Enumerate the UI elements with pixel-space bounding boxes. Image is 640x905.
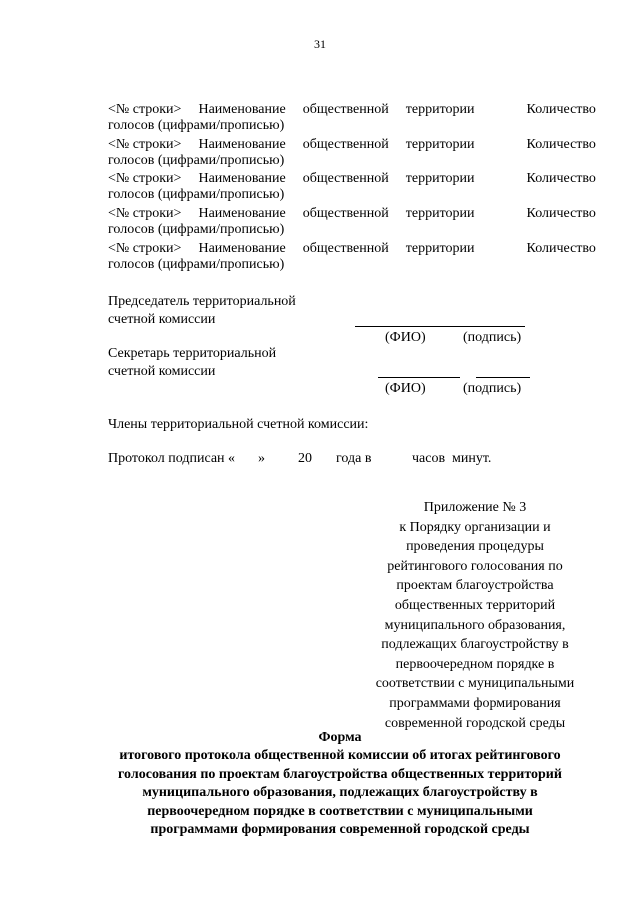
vote-row-c1: <№ строки> bbox=[108, 137, 182, 152]
appendix-line: современной городской среды bbox=[384, 715, 566, 731]
vote-row-c1: <№ строки> bbox=[108, 241, 182, 256]
appendix-line: первоочередном порядке в bbox=[395, 656, 555, 672]
vote-row-c2: Наименование bbox=[198, 206, 286, 221]
vote-row-c2: Наименование bbox=[198, 102, 286, 117]
vote-row-c5: Количество bbox=[526, 137, 596, 152]
vote-row-c2: Наименование bbox=[198, 241, 286, 256]
secretary-signature-line bbox=[476, 377, 530, 378]
vote-row-line2: голосов (цифрами/прописью) bbox=[108, 222, 285, 237]
vote-row bbox=[108, 137, 596, 169]
commission-members-label: Члены территориальной счетной комиссии: bbox=[108, 417, 369, 432]
vote-row-c3: общественной bbox=[302, 241, 389, 256]
vote-row-c5: Количество bbox=[526, 171, 596, 186]
appendix-line: программами формирования bbox=[389, 695, 561, 711]
form-title-block bbox=[80, 729, 600, 839]
vote-row-c1: <№ строки> bbox=[108, 171, 182, 186]
vote-row bbox=[108, 241, 596, 273]
vote-row-line2: голосов (цифрами/прописью) bbox=[108, 187, 285, 202]
vote-row-c5: Количество bbox=[526, 241, 596, 256]
protocol-year-suffix: года в bbox=[336, 451, 372, 466]
vote-row-line2: голосов (цифрами/прописью) bbox=[108, 257, 285, 272]
vote-row-c1: <№ строки> bbox=[108, 102, 182, 117]
appendix-line: проведения процедуры bbox=[406, 539, 544, 555]
chairman-title-line1: Председатель территориальной bbox=[108, 294, 296, 309]
form-title-line: программами формирования современной городской среды bbox=[150, 822, 530, 838]
vote-row-line1 bbox=[108, 206, 596, 222]
secretary-fio-caption: (ФИО) bbox=[385, 381, 426, 396]
vote-row-line2: голосов (цифрами/прописью) bbox=[108, 118, 285, 133]
vote-row-c5: Количество bbox=[526, 102, 596, 117]
vote-row-line1 bbox=[108, 241, 596, 257]
vote-row-c5: Количество bbox=[526, 206, 596, 221]
vote-row-c3: общественной bbox=[302, 171, 389, 186]
form-title-line: первоочередном порядке в соответствии с муниципальными bbox=[147, 803, 533, 819]
appendix-line: подлежащих благоустройству в bbox=[381, 637, 569, 653]
secretary-fio-line bbox=[378, 377, 460, 378]
vote-row-c3: общественной bbox=[302, 102, 389, 117]
vote-row-c4: территории bbox=[405, 206, 475, 221]
chairman-fio-caption: (ФИО) bbox=[385, 330, 426, 345]
vote-row-c3: общественной bbox=[302, 137, 389, 152]
page-number: 31 bbox=[314, 37, 326, 51]
vote-row bbox=[108, 102, 596, 134]
protocol-hours-label: часов bbox=[412, 451, 446, 466]
vote-row-c2: Наименование bbox=[198, 171, 286, 186]
vote-row-line1 bbox=[108, 171, 596, 187]
protocol-close-quote: » bbox=[258, 451, 265, 466]
appendix-line: общественных территорий bbox=[394, 597, 556, 613]
vote-row-c3: общественной bbox=[302, 206, 389, 221]
protocol-minutes-label: минут. bbox=[452, 451, 492, 466]
appendix-line: соответствии с муниципальными bbox=[375, 676, 575, 692]
vote-row-c4: территории bbox=[405, 171, 475, 186]
vote-row-gap bbox=[492, 137, 510, 153]
secretary-title-line1: Секретарь территориальной bbox=[108, 346, 277, 361]
vote-row-c4: территории bbox=[405, 241, 475, 256]
form-title-line: муниципального образования, подлежащих благоустройству в bbox=[142, 785, 538, 801]
protocol-year-prefix: 20 bbox=[298, 451, 312, 466]
appendix-line: рейтингового голосования по bbox=[387, 558, 563, 574]
vote-row-line2: голосов (цифрами/прописью) bbox=[108, 153, 285, 168]
protocol-signed-label: Протокол подписан « bbox=[108, 451, 236, 466]
appendix-block bbox=[365, 498, 585, 733]
vote-row-c4: территории bbox=[405, 137, 475, 152]
form-heading: Форма bbox=[318, 730, 362, 745]
vote-row-c4: территории bbox=[405, 102, 475, 117]
vote-row-c2: Наименование bbox=[198, 137, 286, 152]
vote-row-gap bbox=[492, 102, 510, 118]
chairman-signature-line bbox=[355, 326, 525, 327]
chairman-signature-caption: (подпись) bbox=[463, 330, 522, 345]
form-title-line: голосования по проектам благоустройства общественных территорий bbox=[118, 766, 562, 782]
appendix-line: к Порядку организации и bbox=[399, 519, 551, 535]
vote-row-c1: <№ строки> bbox=[108, 206, 182, 221]
secretary-title-line2: счетной комиссии bbox=[108, 364, 216, 379]
vote-row bbox=[108, 206, 596, 238]
vote-row-gap bbox=[492, 206, 510, 222]
vote-row bbox=[108, 171, 596, 203]
vote-row-line1 bbox=[108, 137, 596, 153]
appendix-line: Приложение № 3 bbox=[423, 500, 527, 515]
vote-row-line1 bbox=[108, 102, 596, 118]
vote-row-gap bbox=[492, 171, 510, 187]
secretary-signature-caption: (подпись) bbox=[463, 381, 522, 396]
appendix-line: проектам благоустройства bbox=[396, 578, 554, 594]
appendix-line: муниципального образования, bbox=[384, 617, 566, 633]
chairman-title-line2: счетной комиссии bbox=[108, 312, 216, 327]
vote-row-gap bbox=[492, 241, 510, 257]
form-title-line: итогового протокола общественной комиссии об итогах рейтингового bbox=[119, 748, 561, 764]
